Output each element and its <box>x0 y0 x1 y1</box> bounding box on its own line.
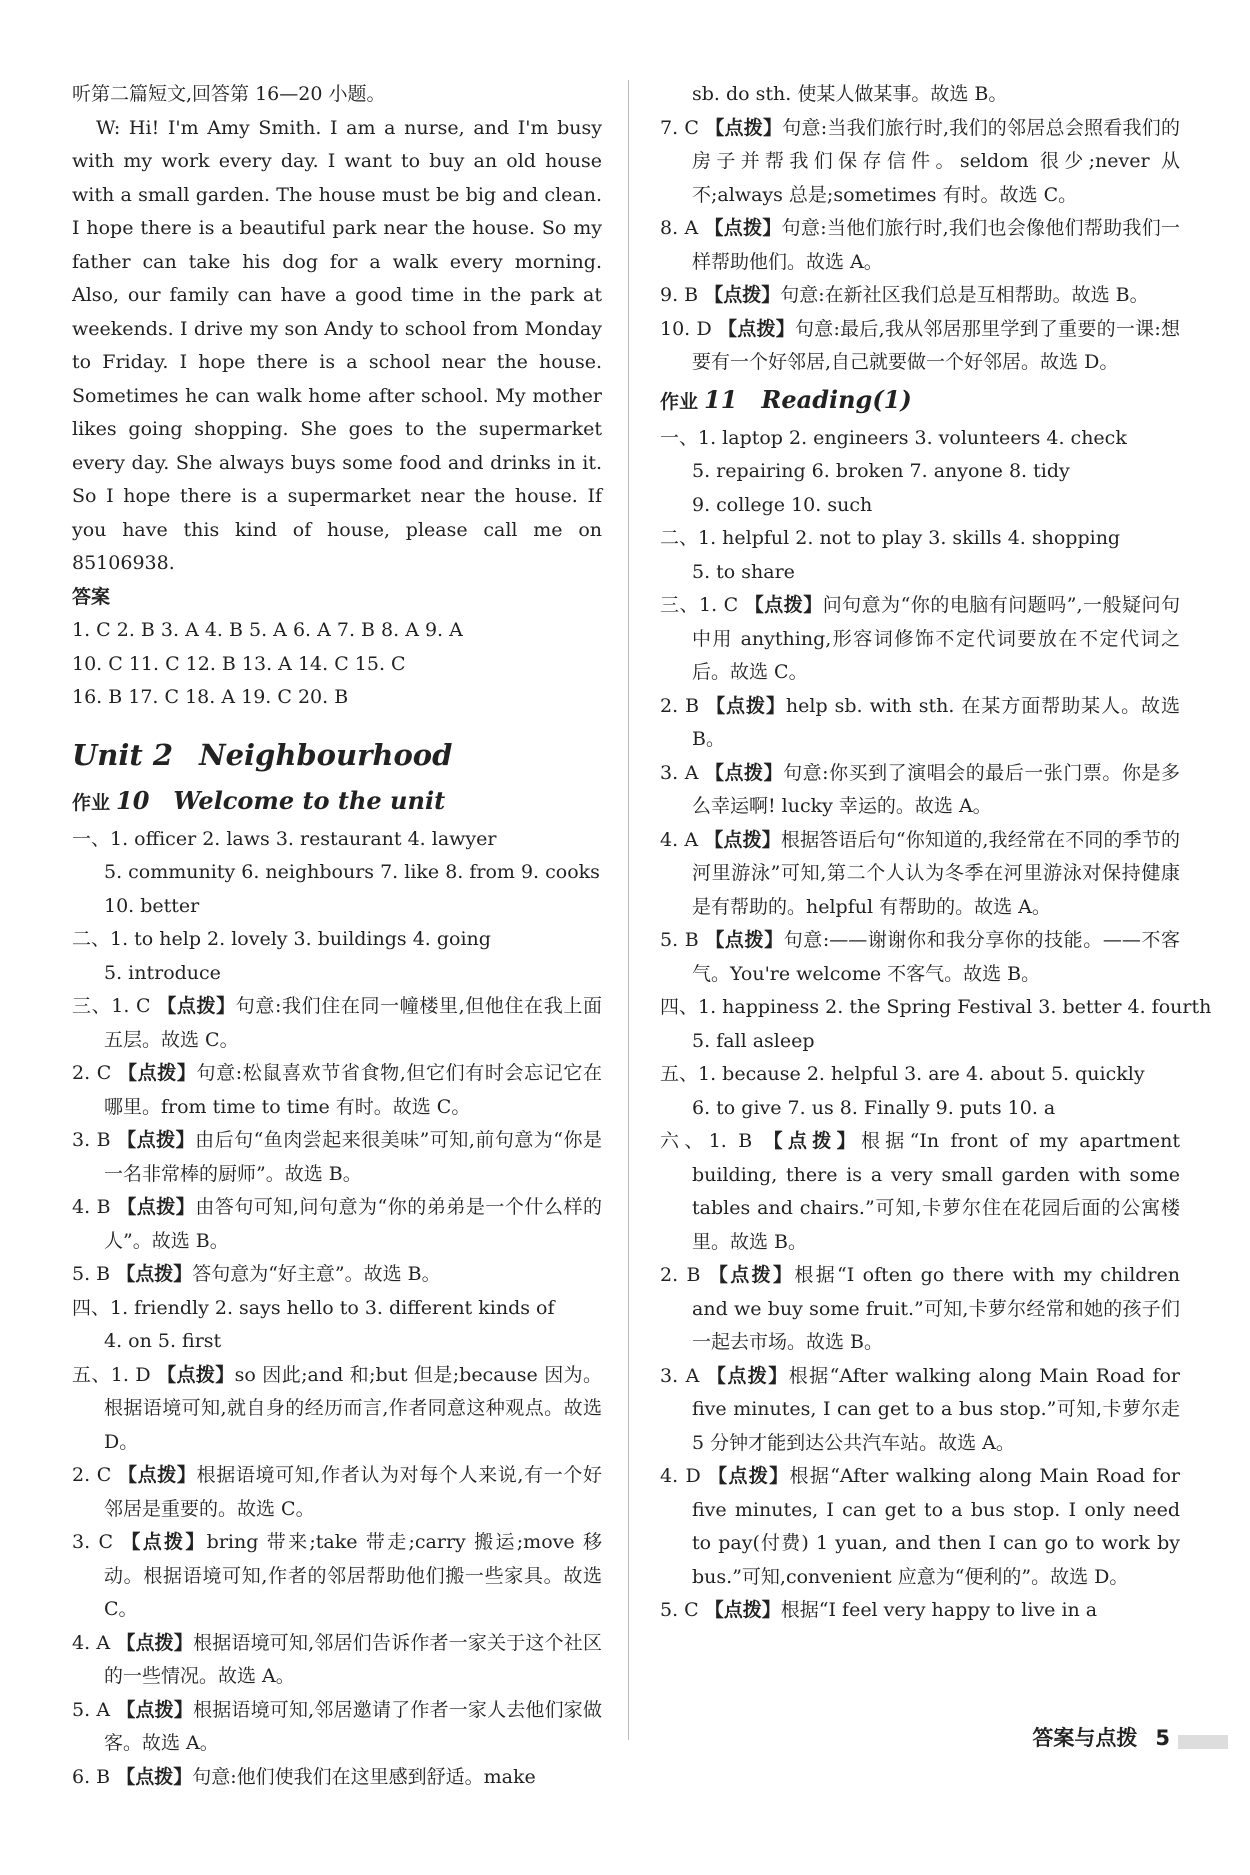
item-answer: 五、1. D <box>72 1363 151 1386</box>
explanation-item <box>660 1360 1180 1461</box>
explanation-item <box>660 1460 1180 1594</box>
item-answer: 3. B <box>72 1129 111 1151</box>
section-1-answers: 10. better <box>104 894 200 917</box>
item-answer: 4. B <box>72 1196 111 1218</box>
item-answer: 10. D <box>660 317 712 340</box>
tip-label: 【点拨】 <box>704 284 781 306</box>
explanation-item <box>660 1259 1180 1360</box>
homework-name: Welcome to the unit <box>173 785 446 815</box>
item-explanation: 句意:你买到了演唱会的最后一张门票。你是多么幸运啊! lucky 幸运的。故选 A。 <box>692 761 1181 817</box>
listening-intro: 听第二篇短文,回答第 16—20 小题。 <box>72 83 386 105</box>
tip-label: 【点拨】 <box>705 761 784 784</box>
item-explanation: 根据“I often go there with my children and we buy some fruit.”可知,卡萝尔经常和她的孩子们一起去市场。故选 B。 <box>692 1264 1180 1353</box>
item-explanation: 根据语境可知,邻居们告诉作者一家关于这个社区的一些情况。故选 A。 <box>104 1631 602 1687</box>
item-answer: 6. B <box>72 1765 111 1788</box>
item-explanation: 根据“After walking along Main Road for five minutes, I can get to a bus stop. I only need to pay(付费) 1 yuan, and then I can go to work by bus.”可知,convenient 应意为“便利的”。故选 D。 <box>692 1465 1180 1588</box>
item-answer: 8. A <box>660 217 699 239</box>
section-3-explanations <box>72 990 602 1292</box>
section-2-answers: 二、1. helpful 2. not to play 3. skills 4. shopping <box>660 527 1121 549</box>
section-4-answers: 4. on 5. first <box>104 1330 222 1352</box>
explanation-item <box>72 1258 602 1292</box>
item-answer: 3. A <box>660 1364 700 1387</box>
section-1-answers: 一、1. officer 2. laws 3. restaurant 4. lawyer <box>72 827 497 850</box>
item-explanation: 句意:当他们旅行时,我们也会像他们帮助我们一样帮助他们。故选 A。 <box>692 217 1180 273</box>
footer-title: 答案与点拨 <box>1032 1726 1138 1750</box>
item-answer: 4. A <box>660 828 699 851</box>
footer-decoration <box>1178 1735 1228 1749</box>
tip-label: 【点拨】 <box>706 1364 789 1387</box>
explanation-item <box>660 1594 1180 1628</box>
explanation-item <box>72 1694 602 1761</box>
section-1-answers: 5. community 6. neighbours 7. like 8. from 9. cooks <box>104 861 600 883</box>
explanation-item <box>72 990 602 1057</box>
unit-name: Neighbourhood <box>199 737 453 772</box>
section-3-explanations <box>660 589 1180 991</box>
tip-label: 【点拨】 <box>704 217 782 239</box>
explanation-item <box>660 313 1180 380</box>
explanation-item <box>660 1125 1180 1259</box>
explanation-item <box>72 1124 602 1191</box>
section-2-answers: 二、1. to help 2. lovely 3. buildings 4. going <box>72 928 491 950</box>
tip-label: 【点拨】 <box>117 1196 196 1218</box>
tip-label: 【点拨】 <box>705 929 784 951</box>
tip-label: 【点拨】 <box>705 116 783 139</box>
right-column <box>660 78 1212 1628</box>
item-explanation: 句意:当我们旅行时,我们的邻居总会照看我们的房子并帮我们保存信件。seldom 很少;never 从不;always 总是;sometimes 有时。故选 C。 <box>692 116 1180 206</box>
item-answer: 5. B <box>660 929 699 951</box>
item-answer: 5. B <box>72 1263 111 1285</box>
item-explanation: 句意:他们使我们在这里感到舒适。make <box>192 1765 536 1788</box>
explanation-item <box>660 589 1180 690</box>
item-answer: 9. B <box>660 284 699 306</box>
tip-label: 【点拨】 <box>704 828 781 851</box>
item-explanation: 根据语境可知,作者认为对每个人来说,有一个好邻居是重要的。故选 C。 <box>104 1464 602 1520</box>
tip-label: 【点拨】 <box>706 694 786 717</box>
section-5-answers: 6. to give 7. us 8. Finally 9. puts 10. a <box>692 1096 1056 1119</box>
section-1-answers: 5. repairing 6. broken 7. anyone 8. tidy <box>692 460 1070 482</box>
explanation-item <box>660 824 1180 925</box>
item-answer: 三、1. C <box>72 995 151 1017</box>
item-explanation: bring 带来;take 带走;carry 搬运;move 移动。根据语境可知,作者的邻居帮助他们搬一些家具。故选 C。 <box>104 1531 602 1620</box>
item-answer: 2. B <box>660 694 700 717</box>
homework-name: Reading(1) <box>761 384 912 414</box>
section-2-answers: 5. to share <box>692 560 795 583</box>
homework-11-title <box>660 382 1180 420</box>
tip-label: 【点拨】 <box>708 1465 790 1487</box>
tip-label: 【点拨】 <box>116 1631 194 1654</box>
answer-row: 1. C 2. B 3. A 4. B 5. A 6. A 7. B 8. A 9. A <box>72 619 463 641</box>
explanation-item <box>660 212 1180 279</box>
tip-label: 【点拨】 <box>704 1599 781 1621</box>
explanation-item <box>72 1191 602 1258</box>
item-explanation: 句意:松鼠喜欢节省食物,但它们有时会忘记它在哪里。from time to time 有时。故选 C。 <box>104 1062 602 1118</box>
answer-heading: 答案 <box>72 585 111 608</box>
explanation-item <box>660 757 1180 824</box>
item-explanation: 根据答语后句“你知道的,我经常在不同的季节的河里游泳”可知,第二个人认为冬季在河里游泳对保持健康是有帮助的。helpful 有帮助的。故选 A。 <box>692 828 1180 918</box>
homework-label: 作业 <box>72 791 111 814</box>
item-answer: 三、1. C <box>660 594 739 616</box>
homework-number: 10 <box>116 785 150 815</box>
explanation-item <box>660 112 1180 213</box>
section-4-answers: 四、1. friendly 2. says hello to 3. different kinds of <box>72 1296 555 1319</box>
tip-label: 【点拨】 <box>718 317 796 340</box>
explanation-item <box>72 1057 602 1124</box>
item-explanation: 根据“I feel very happy to live in a <box>780 1599 1098 1621</box>
tip-label: 【点拨】 <box>157 995 236 1017</box>
item-explanation: 句意:——谢谢你和我分享你的技能。——不客气。You're welcome 不客气。故选 B。 <box>692 929 1180 985</box>
item-explanation: 由后句“鱼肉尝起来很美味”可知,前句意为“你是一名非常棒的厨师”。故选 B。 <box>104 1129 602 1185</box>
tip-label: 【点拨】 <box>708 1264 795 1286</box>
section-5-explanations <box>72 1359 602 1795</box>
item-explanation: 句意:在新社区我们总是互相帮助。故选 B。 <box>780 284 1149 306</box>
continued-text: sb. do sth. 使某人做某事。故选 B。 <box>692 83 1008 105</box>
item-answer: 2. C <box>72 1062 112 1084</box>
explanation-item <box>72 1359 602 1460</box>
explanation-item <box>72 1526 602 1627</box>
item-explanation: 根据语境可知,邻居邀请了作者一家人去他们家做客。故选 A。 <box>104 1698 602 1754</box>
item-explanation: 问句意为“你的电脑有问题吗”,一般疑问句中用 anything,形容词修饰不定代词要放在不定代词之后。故选 C。 <box>692 594 1180 683</box>
listening-passage: W: Hi! I'm Amy Smith. I am a nurse, and I'm busy with my work every day. I want to buy an old house with a small garden. The house must be big and clean. I hope there is a beautiful park near the house. So my father can take his dog for a walk every morning. Also, our family can have a good time in the park at weekends. I drive my son Andy to school from Monday to Friday. I hope there is a school near the house. Sometimes he can walk home after school. My mother likes going shopping. She goes to the supermarket every day. She always buys some food and drinks in it. So I hope there is a supermarket near the house. If you have this kind of house, please call me on 85106938. <box>72 116 602 574</box>
item-explanation: 句意:我们住在同一幢楼里,但他住在我上面五层。故选 C。 <box>104 995 602 1051</box>
explanation-item <box>72 1627 602 1694</box>
item-answer: 5. C <box>660 1599 699 1621</box>
item-answer: 2. C <box>72 1464 112 1486</box>
homework-label: 作业 <box>660 390 699 413</box>
item-explanation: 由答句可知,问句意为“你的弟弟是一个什么样的人”。故选 B。 <box>104 1196 602 1252</box>
tip-label: 【点拨】 <box>118 1464 197 1486</box>
item-explanation: 句意:最后,我从邻居那里学到了重要的一课:想要有一个好邻居,自己就要做一个好邻居。故选 D。 <box>692 317 1180 373</box>
answer-row: 10. C 11. C 12. B 13. A 14. C 15. C <box>72 652 406 675</box>
page-footer <box>1032 1722 1170 1752</box>
section-5-explanations-cont <box>660 112 1180 380</box>
section-4-answers: 5. fall asleep <box>692 1029 815 1052</box>
section-6-explanations <box>660 1125 1180 1628</box>
tip-label: 【点拨】 <box>157 1363 235 1386</box>
answer-row: 16. B 17. C 18. A 19. C 20. B <box>72 686 349 708</box>
item-answer: 4. D <box>660 1465 701 1487</box>
column-divider <box>628 80 629 1740</box>
unit-title <box>72 733 602 777</box>
item-explanation: 根据“In front of my apartment building, there is a very small garden with some tables and chairs.”可知,卡萝尔住在花园后面的公寓楼里。故选 B。 <box>692 1130 1180 1253</box>
section-4-answers: 四、1. happiness 2. the Spring Festival 3. better 4. fourth <box>660 996 1212 1018</box>
left-column <box>72 78 602 1794</box>
explanation-item <box>72 1761 602 1795</box>
tip-label: 【点拨】 <box>116 1263 193 1285</box>
item-explanation: 根据“After walking along Main Road for five minutes, I can get to a bus stop.”可知,卡萝尔走 5 分钟才能到达公共汽车站。故选 A。 <box>692 1364 1180 1454</box>
item-explanation: so 因此;and 和;but 但是;because 因为。根据语境可知,就自身的经历而言,作者同意这种观点。故选 D。 <box>104 1363 602 1453</box>
item-answer: 3. C <box>72 1531 114 1553</box>
item-answer: 3. A <box>660 761 699 784</box>
tip-label: 【点拨】 <box>744 594 823 616</box>
item-answer: 六、1. B <box>660 1130 753 1152</box>
item-explanation: 答句意为“好主意”。故选 B。 <box>192 1263 441 1285</box>
section-1-answers: 一、1. laptop 2. engineers 3. volunteers 4. check <box>660 426 1127 449</box>
tip-label: 【点拨】 <box>116 1698 194 1721</box>
section-2-answers: 5. introduce <box>104 961 221 984</box>
section-1-answers: 9. college 10. such <box>692 493 873 516</box>
item-answer: 2. B <box>660 1264 701 1286</box>
explanation-item <box>72 1459 602 1526</box>
page-number: 5 <box>1155 1726 1170 1750</box>
item-answer: 4. A <box>72 1631 111 1654</box>
tip-label: 【点拨】 <box>117 1129 196 1151</box>
item-answer: 5. A <box>72 1698 111 1721</box>
explanation-item <box>660 279 1180 313</box>
explanation-item <box>660 690 1180 757</box>
unit-label: Unit 2 <box>72 737 174 772</box>
homework-10-title <box>72 783 602 821</box>
tip-label: 【点拨】 <box>763 1130 861 1152</box>
section-5-answers: 五、1. because 2. helpful 3. are 4. about 5. quickly <box>660 1063 1145 1085</box>
tip-label: 【点拨】 <box>121 1531 207 1553</box>
explanation-item <box>660 924 1180 991</box>
item-explanation: help sb. with sth. 在某方面帮助某人。故选 B。 <box>692 694 1180 750</box>
item-answer: 7. C <box>660 116 699 139</box>
homework-number: 11 <box>704 384 738 414</box>
tip-label: 【点拨】 <box>116 1765 193 1788</box>
tip-label: 【点拨】 <box>118 1062 197 1084</box>
